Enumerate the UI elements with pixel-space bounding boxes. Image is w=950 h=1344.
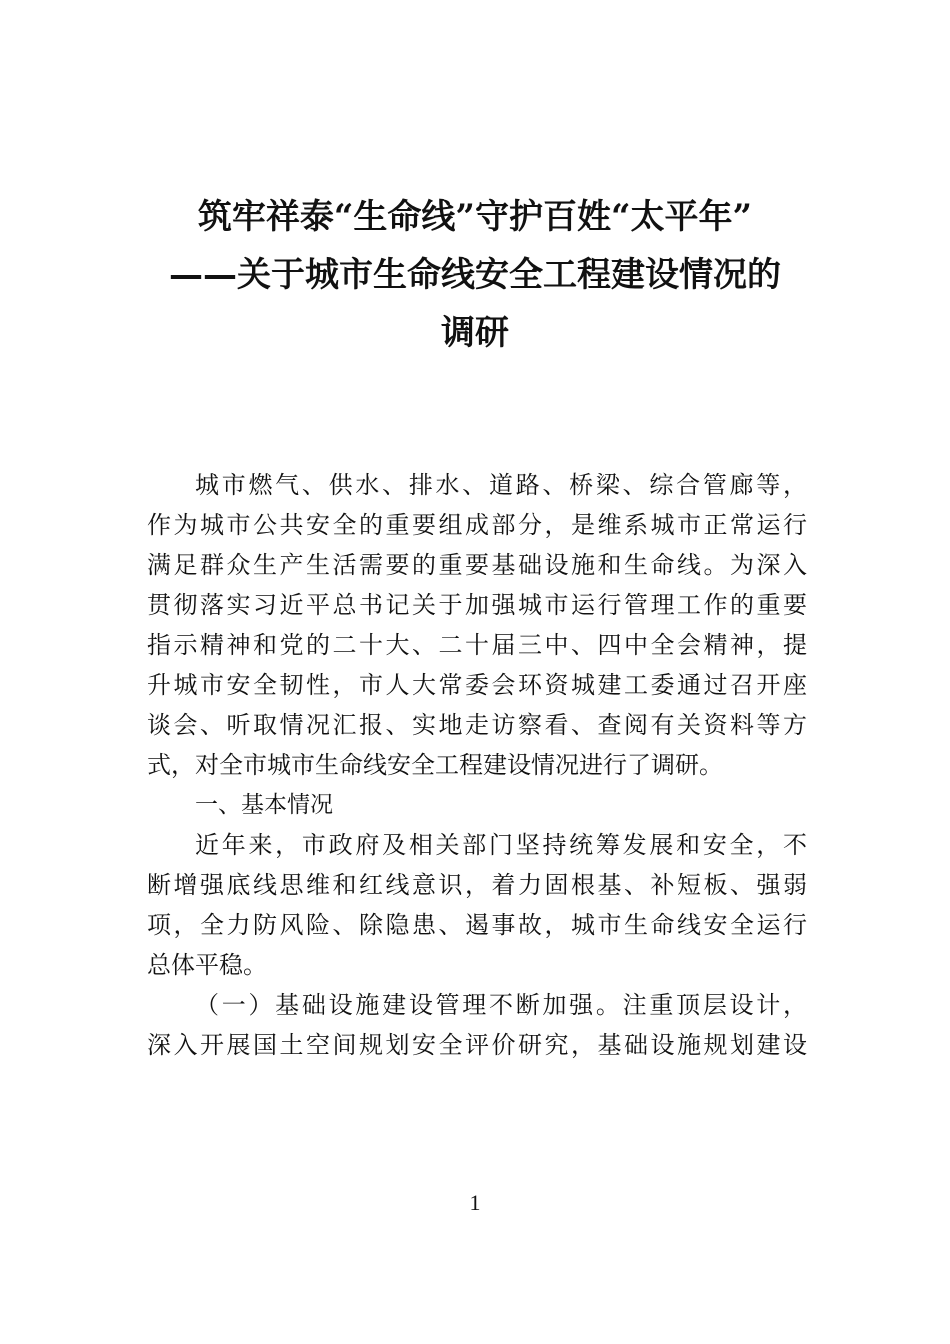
paragraph-2-line: 断增强底线思维和红线意识，着力固根基、补短板、强弱 <box>147 871 807 899</box>
paragraph-1-line: 式，对全市城市生命线安全工程建设情况进行了调研。 <box>147 751 723 779</box>
title-line-2: ——关于城市生命线安全工程建设情况的 <box>169 255 781 295</box>
title-line-1: 筑牢祥泰“生命线”守护百姓“太平年” <box>197 197 753 237</box>
document-title <box>60 188 890 362</box>
paragraph-2-line: 总体平稳。 <box>147 951 267 979</box>
page-number: 1 <box>469 1190 481 1215</box>
paragraph-3-line: 深入开展国土空间规划安全评价研究，基础设施规划建设 <box>147 1031 807 1059</box>
paragraph-1-line: 升城市安全韧性，市人大常委会环资城建工委通过召开座 <box>147 671 807 699</box>
paragraph-1-line: 作为城市公共安全的重要组成部分，是维系城市正常运行 <box>147 511 807 539</box>
paragraph-1-line: 城市燃气、供水、排水、道路、桥梁、综合管廊等， <box>195 471 807 499</box>
subsection-heading: （一）基础设施建设管理不断加强。 <box>195 991 623 1019</box>
title-line-3: 调研 <box>441 313 509 353</box>
section-heading: 一、基本情况 <box>195 792 333 818</box>
paragraph-2-line: 项，全力防风险、除隐患、遏事故，城市生命线安全运行 <box>147 911 807 939</box>
paragraph-3-line <box>147 985 807 1025</box>
paragraph-3-line-1-rest: 注重顶层设计， <box>622 991 807 1019</box>
paragraph-1-line: 贯彻落实习近平总书记关于加强城市运行管理工作的重要 <box>147 591 807 619</box>
paragraph-1-line: 指示精神和党的二十大、二十届三中、四中全会精神，提 <box>147 631 807 659</box>
paragraph-1-line: 满足群众生产生活需要的重要基础设施和生命线。为深入 <box>147 551 807 579</box>
paragraph-1-line: 谈会、听取情况汇报、实地走访察看、查阅有关资料等方 <box>147 711 807 739</box>
document-body <box>147 465 807 1065</box>
paragraph-2-line: 近年来，市政府及相关部门坚持统筹发展和安全，不 <box>195 831 807 859</box>
